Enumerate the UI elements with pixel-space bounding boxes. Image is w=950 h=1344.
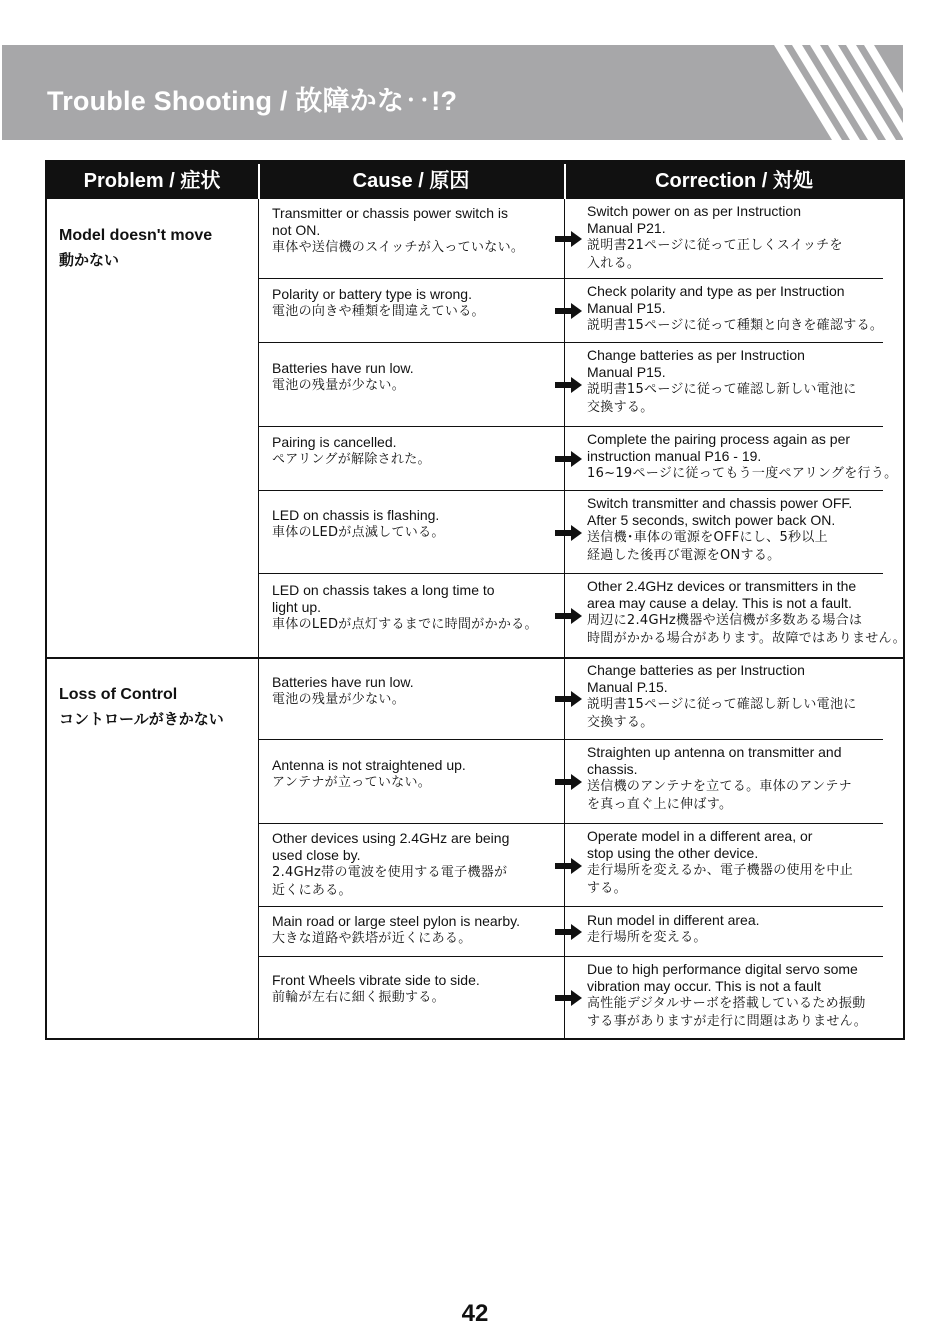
row-separator [259,342,883,343]
diagonal-stripes-decoration [2,45,903,140]
correction-cell [587,578,906,648]
correction-text-en: Run model in different area. [587,911,760,928]
row-separator [259,823,883,824]
cause-text-en: not ON. [272,222,321,238]
correction-cell [587,203,843,273]
cause-cell [272,582,538,634]
cause-text-jp: 電池の残量が少ない。 [272,377,406,393]
cause-text-en: Antenna is not straightened up. [272,756,466,773]
correction-text-en: Manual P21. [587,220,666,236]
cause-cell [272,972,480,1007]
correction-text-en: chassis. [587,761,638,777]
row-separator [259,490,883,491]
problem-label [59,682,224,732]
correction-text-en: Manual P.15. [587,679,668,695]
correction-cell [587,912,760,947]
cause-text-en: Batteries have run low. [272,359,414,376]
cause-text-jp: 近くにある。 [272,883,352,898]
right-arrow-icon [555,924,582,940]
correction-text-jp: 走行場所を変えるか、電子機器の使用を中止 [587,863,854,878]
correction-text-en: vibration may occur. This is not a fault [587,978,821,994]
cause-cell [272,830,509,900]
cause-text-en: Transmitter or chassis power switch is [272,205,508,221]
right-arrow-icon [555,525,582,541]
problem-label-jp: 動かない [59,251,120,269]
correction-text-en: Manual P15. [587,300,666,316]
cause-text-jp: 前輪が左右に細く振動する。 [272,990,445,1005]
cause-text-en: LED on chassis takes a long time to [272,581,495,598]
correction-text-jp: する。 [587,881,627,896]
problem-label-en: Model doesn't move [59,227,213,244]
correction-text-jp: 送信機･車体の電源をOFFにし、5秒以上 [587,530,828,545]
cause-text-en: Batteries have run low. [272,673,414,690]
correction-text-en: After 5 seconds, switch power back ON. [587,512,836,528]
cause-text-jp: ペアリングが解除された。 [272,451,431,467]
correction-text-en: Other 2.4GHz devices or transmitters in the [587,578,857,594]
problem-label-jp: コントロールがきかない [59,710,224,728]
correction-cell [587,828,853,898]
correction-cell [587,744,852,814]
group-separator [47,657,903,659]
cause-text-en: Main road or large steel pylon is nearby. [272,913,520,929]
cause-text-en: Polarity or battery type is wrong. [272,285,472,302]
correction-text-jp: 入れる。 [587,256,641,271]
correction-text-jp: する事がありますが走行に問題はありません。 [587,1014,868,1029]
cause-text-jp: 車体のLEDが点灯するまでに時間がかかる。 [272,616,538,632]
cause-cell [272,757,466,792]
row-separator [259,573,883,574]
cause-cell [272,434,431,469]
cause-text-jp: 大きな道路や鉄塔が近くにある。 [272,931,472,946]
correction-text-jp: 説明書15ページに従って種類と向きを確認する。 [587,318,884,333]
correction-text-en: Switch power on as per Instruction [587,203,801,219]
cause-text-jp: 電池の残量が少ない。 [272,691,406,707]
cause-text-en: LED on chassis is flashing. [272,507,440,523]
correction-text-jp: 高性能デジタルサーボを搭載しているため振動 [587,996,866,1011]
correction-text-jp: 説明書15ページに従って確認し新しい電池に [587,382,857,397]
correction-text-en: Straighten up antenna on transmitter and [587,744,842,760]
column-header-cause: Cause / 原因 [352,170,470,192]
correction-text-jp: 走行場所を変える。 [587,929,707,945]
correction-text-jp: 時間がかかる場合があります。故障ではありません。 [587,631,906,646]
cause-text-en: Front Wheels vibrate side to side. [272,972,480,988]
cause-text-jp: 電池の向きや種類を間違えている。 [272,303,485,319]
correction-text-jp: 送信機のアンテナを立てる。車体のアンテナ [587,779,852,794]
cause-text-en: Other devices using 2.4GHz are being [272,830,510,846]
correction-cell [587,431,897,483]
right-arrow-icon [555,451,582,467]
cause-text-jp: 車体や送信機のスイッチが入っていない。 [272,240,525,255]
correction-cell [587,662,857,732]
row-separator [259,278,883,279]
column-divider [258,199,259,1038]
correction-text-jp: 周辺に2.4GHz機器や送信機が多数ある場合は [587,613,863,628]
correction-text-en: Change batteries as per Instruction [587,347,805,363]
page-title: Trouble Shooting / 故障かな‥!? [47,86,458,116]
cause-text-en: light up. [272,598,322,615]
correction-text-jp: 交換する。 [587,715,654,730]
correction-text-jp: 説明書15ページに従って確認し新しい電池に [587,697,857,712]
column-header-problem: Problem / 症状 [83,170,221,192]
correction-cell [587,495,852,565]
cause-cell [272,507,445,542]
right-arrow-icon [555,377,582,393]
right-arrow-icon [555,303,582,319]
column-header-correction: Correction / 対処 [655,170,813,192]
page-number: 42 [461,1300,489,1327]
cause-cell [272,205,524,257]
correction-text-en: Manual P15. [587,364,666,380]
correction-text-jp: 説明書21ページに従って正しくスイッチを [587,238,843,253]
correction-text-en: Operate model in a different area, or [587,828,813,844]
correction-text-en: Due to high performance digital servo some [587,961,858,977]
right-arrow-icon [555,691,582,707]
correction-cell [587,347,857,417]
cause-cell [272,913,520,948]
row-separator [259,739,883,740]
troubleshooting-table [45,160,905,1040]
correction-cell [587,961,867,1031]
cause-text-jp: 2.4GHz帯の電波を使用する電子機器が [272,865,508,880]
row-separator [259,426,883,427]
correction-text-en: stop using the other device. [587,845,759,861]
right-arrow-icon [555,990,582,1006]
cause-text-jp: アンテナが立っていない。 [272,774,432,790]
correction-text-en: Complete the pairing process again as per [587,431,851,447]
right-arrow-icon [555,858,582,874]
correction-text-en: Switch transmitter and chassis power OFF. [587,495,853,511]
cause-text-en: Pairing is cancelled. [272,433,397,450]
cause-cell [272,674,414,709]
cause-text-en: used close by. [272,847,361,863]
correction-text-en: Change batteries as per Instruction [587,662,805,678]
correction-cell [587,283,883,335]
problem-label [59,223,212,273]
right-arrow-icon [555,231,582,247]
problem-label-en: Loss of Control [59,686,178,703]
correction-text-jp: 交換する。 [587,400,654,415]
table-header-row [47,162,903,199]
correction-text-jp: を真っ直ぐ上に伸ばす。 [587,797,733,812]
header-banner [2,45,903,140]
right-arrow-icon [555,774,582,790]
correction-text-en: area may cause a delay. This is not a fault. [587,595,852,611]
correction-text-en: instruction manual P16 - 19. [587,448,762,464]
correction-text-jp: 経過した後再び電源をONする。 [587,548,781,563]
row-separator [259,956,883,957]
row-separator [259,906,883,907]
cause-cell [272,286,485,321]
cause-text-jp: 車体のLEDが点滅している。 [272,525,445,540]
correction-text-en: Check polarity and type as per Instruction [587,283,845,299]
cause-cell [272,360,414,395]
right-arrow-icon [555,608,582,624]
correction-text-jp: 16~19ページに従ってもう一度ペアリングを行う。 [587,466,898,481]
